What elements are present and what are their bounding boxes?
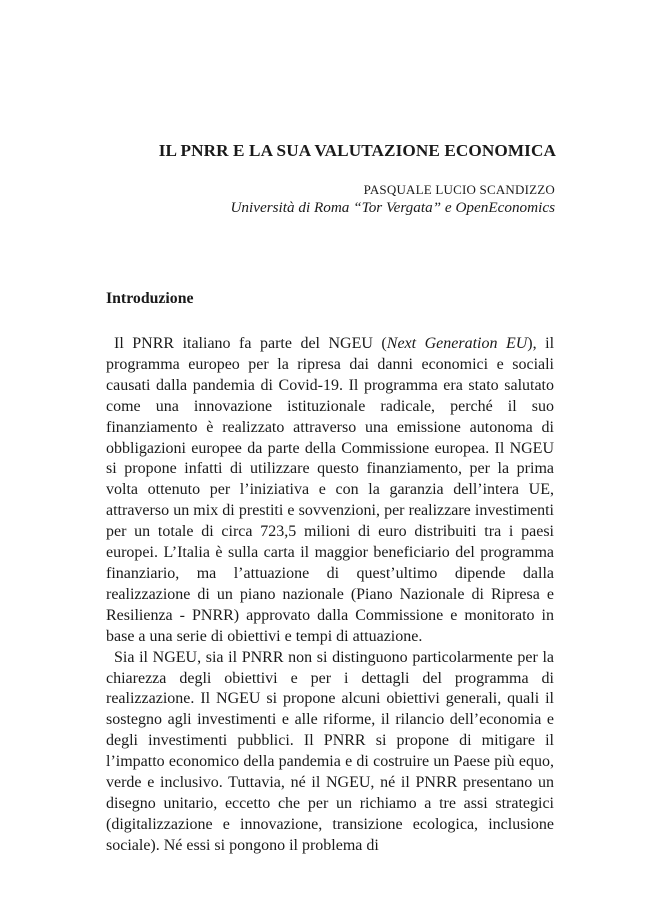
paper-title: IL PNRR E LA SUA VALUTAZIONE ECONOMICA (158, 141, 556, 160)
paragraph-2: Sia il NGEU, sia il PNRR non si distinguono particolarmente per la chiarezza degli obiettivi e per i dettagli del programma di realizzazione. Il NGEU si propone alcuni obiettivi generali, quali il sostegno agli investimenti e alle riforme, il rilancio dell’economia e degli investimenti pubblici. Il PNRR si propone di mitigare il l’impatto economico della pandemia e di costruire un Paese più equo, verde e inclusivo. Tuttavia, né il NGEU, né il PNRR presentano un disegno unitario, eccetto che per un richiamo a tre assi strategici (digitalizzazione e innovazione, transizione ecologica, inclusione sociale). Né essi si pongono il problema di (106, 648, 554, 854)
paragraph-1-text-rest: ), il programma europeo per la ripresa dai danni economici e sociali causati dalla pandemia di Covid-19. Il programma era stato salutato come una innovazione istituzionale radicale, perché il suo finanziamento è realizzato attraverso una emissione autonoma di obbligazioni europee da parte della Commissione europea. Il NGEU si propone infatti di utilizzare questo finanziamento, per la prima volta ottenuto per l’iniziativa e con la garanzia dell’intera UE, attraverso un mix di prestiti e sovvenzioni, per realizzare investimenti per un totale di circa 723,5 milioni di euro distribuiti tra i paesi europei. L’Italia è sulla carta il maggior beneficiario del programma finanziario, ma l’attuazione di quest’ultimo dipende dalla realizzazione di un piano nazionale (Piano Nazionale di Ripresa e Resilienza - PNRR) approvato dalla Commissione e monitorato in base a una serie di obiettivi e tempi di attuazione. (106, 335, 555, 645)
section-heading: Introduzione (106, 290, 194, 307)
paragraph-1-italic-term: Next Generation EU (386, 335, 528, 352)
author-name: PASQUALE LUCIO SCANDIZZO (363, 182, 555, 197)
paragraph-1-text-start: Il PNRR italiano fa parte del NGEU ( (114, 335, 387, 352)
body-text (106, 334, 554, 857)
paragraph-1 (106, 334, 554, 648)
author-affiliation: Università di Roma “Tor Vergata” e OpenEconomics (230, 199, 555, 216)
